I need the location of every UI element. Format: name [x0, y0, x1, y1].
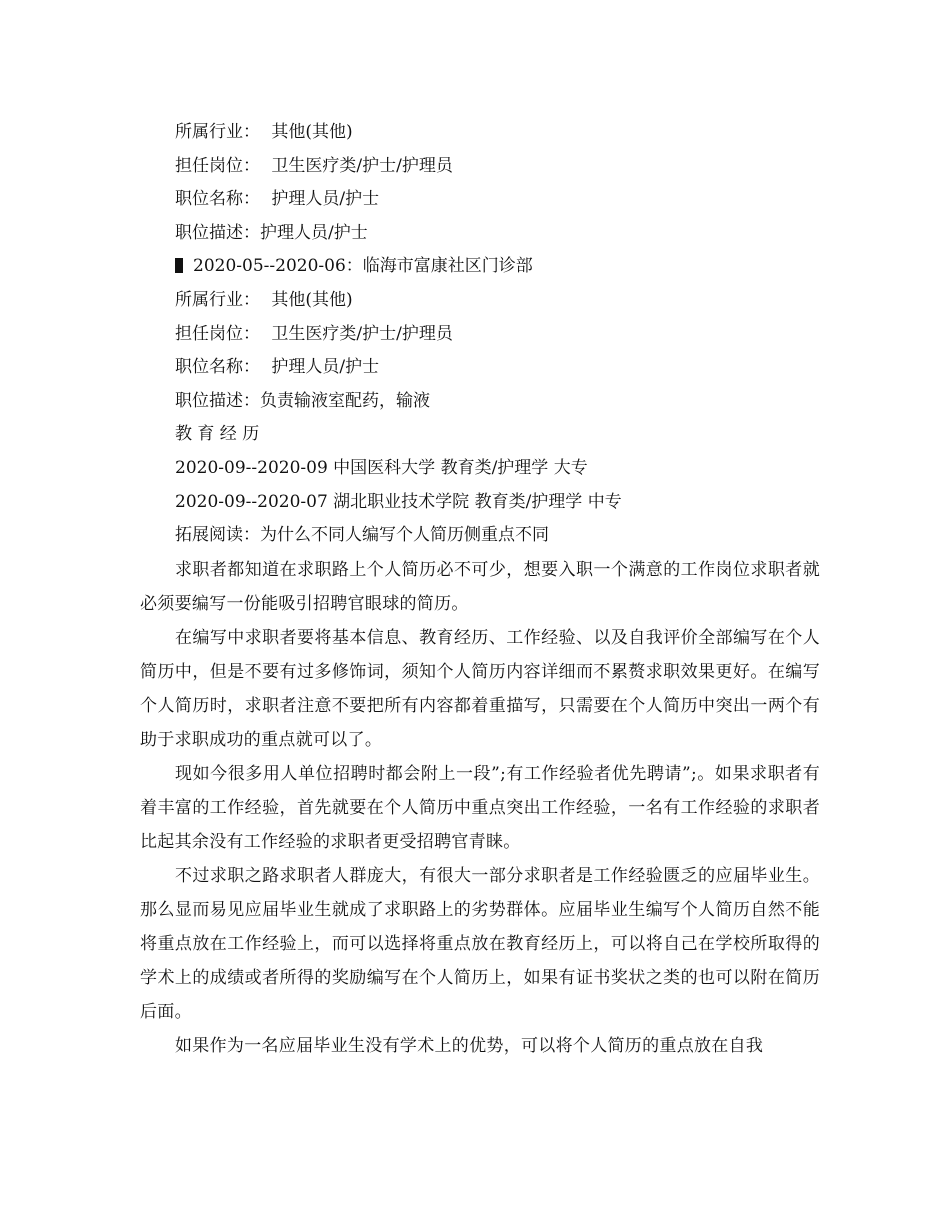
industry-value: 其他(其他): [271, 122, 353, 142]
position-value: 卫生医疗类/护士/护理员: [271, 155, 453, 176]
job-description-value: 护理人员/护士: [260, 222, 368, 243]
job-title-line: [140, 183, 820, 217]
industry-line: [140, 284, 820, 318]
job-title-label: 职位名称：: [175, 357, 260, 378]
article-paragraph: 求职者都知道在求职路上个人简历必不可少，想要入职一个满意的工作岗位求职者就必须要编写一份能吸引招聘官眼球的简历。: [140, 559, 820, 614]
job-description-line: [140, 217, 820, 251]
industry-label: 所属行业：: [175, 122, 260, 142]
industry-line: [140, 116, 820, 150]
article-paragraph: 不过求职之路求职者人群庞大，有很大一部分求职者是工作经验匮乏的应届毕业生。那么显而易见应届毕业生就成了求职路上的劣势群体。应届毕业生编写个人简历自然不能将重点放在工作经验上，而可以选择将重点放在教育经历上，可以将自己在学校所取得的学术上的成绩或者所得的奖励编写在个人简历上，如果有证书奖状之类的也可以附在简历后面。: [140, 865, 820, 1022]
work-entry-period-employer: 2020-05--2020-06：临海市富康社区门诊部: [193, 256, 533, 277]
industry-value: 其他(其他): [271, 289, 353, 310]
article-paragraph: 如果作为一名应届毕业生没有学术上的优势，可以将个人简历的重点放在自我: [175, 1035, 764, 1056]
position-line: [140, 318, 820, 352]
position-line: [140, 150, 820, 184]
bullet-marker-icon: [175, 258, 183, 273]
article-paragraph: 现如今很多用人单位招聘时都会附上一段”;有工作经验者优先聘请”;。如果求职者有着丰富的工作经验，首先就要在个人简历中重点突出工作经验，一名有工作经验的求职者比起其余没有工作经验的求职者更受招聘官青睐。: [140, 763, 820, 852]
job-title-value: 护理人员/护士: [271, 189, 380, 210]
job-description-label: 职位描述：: [175, 390, 260, 411]
job-title-line: [140, 351, 820, 385]
resume-content: [140, 116, 820, 1063]
job-title-label: 职位名称：: [175, 189, 260, 210]
education-entry: 2020-09--2020-07 湖北职业技术学院 教育类/护理学 中专: [175, 491, 622, 512]
article-paragraph: 在编写中求职者要将基本信息、教育经历、工作经验、以及自我评价全部编写在个人简历中，但是不要有过多修饰词，须知个人简历内容详细而不累赘求职效果更好。在编写个人简历时，求职者注意不要把所有内容都着重描写，只需要在个人简历中突出一两个有助于求职成功的重点就可以了。: [140, 627, 820, 750]
extended-reading-title: 拓展阅读：为什么不同人编写个人简历侧重点不同: [175, 525, 549, 546]
position-label: 担任岗位：: [175, 323, 260, 344]
position-value: 卫生医疗类/护士/护理员: [271, 323, 453, 344]
work-entry-header: [140, 250, 820, 284]
job-title-value: 护理人员/护士: [271, 357, 380, 378]
job-description-value: 负责输液室配药，输液: [260, 390, 430, 411]
industry-label: 所属行业：: [175, 289, 260, 310]
job-description-label: 职位描述：: [175, 222, 260, 243]
job-description-line: [140, 385, 820, 419]
education-entry: 2020-09--2020-09 中国医科大学 教育类/护理学 大专: [175, 457, 588, 478]
education-heading: 教 育 经 历: [175, 424, 260, 445]
position-label: 担任岗位：: [175, 155, 260, 176]
